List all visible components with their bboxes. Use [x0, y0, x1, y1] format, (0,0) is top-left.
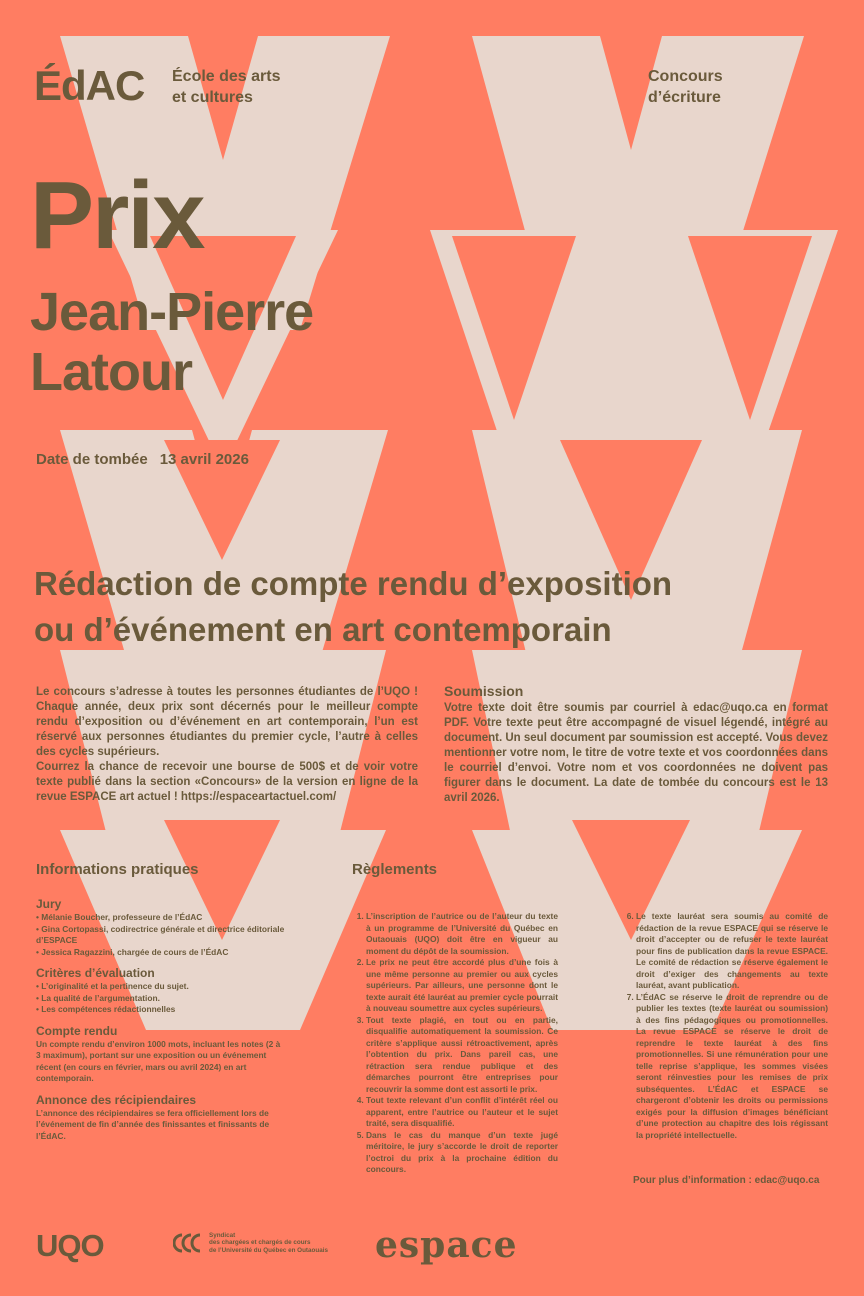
jury-member: • Mélanie Boucher, professeure de l’ÉdAC — [36, 912, 203, 922]
deadline — [36, 451, 249, 468]
edac-logo: ÉdAC — [34, 62, 145, 109]
espace-logo: espace — [375, 1224, 518, 1266]
union-logo-icon — [173, 1231, 205, 1255]
submission-body: Votre texte doit être soumis par courriel à edac@uqo.ca en format PDF. Votre texte peut être accompagné de visuel légendé, intégré au document. Un seul document par soumission est accepté. Vous devez mentionner votre nom, le titre de votre texte et vos coordonnées dans le courriel d’envoi. Votre nom et vos coordonnées ne doivent pas figurer dans le document. La date de tombée du concours est le 13 avril 2026. — [444, 702, 828, 804]
jury-member: • Gina Cortopassi, codirectrice générale et directrice éditoriale d’ESPACE — [36, 923, 285, 945]
headline-line1: Rédaction de compte rendu d’exposition — [34, 565, 673, 602]
winners-block — [36, 1093, 286, 1143]
union-logo — [173, 1231, 328, 1255]
contest-category — [648, 66, 808, 108]
school-name-line1: École des arts — [172, 68, 281, 85]
criterion: • Les compétences rédactionnelles — [36, 1004, 176, 1014]
contest-category-line2: d’écriture — [648, 89, 721, 106]
rule-item: 6. Le texte lauréat sera soumis au comité de rédaction de la revue ESPACE qui se réserve le droit d’accepter ou de refuser le texte lauréat pour fins de publication dans la revue ESPACE. Le comité de rédaction se réserve également le droit d’exiger des changements au texte lauréat, avant publication. — [636, 911, 828, 992]
rules-column-2 — [622, 911, 828, 1141]
rule-item: 4. Tout texte relevant d’un conflit d’intérêt réel ou apparent, entre l’autrice ou l’auteur et le sujet traité, sera disqualifié. — [366, 1095, 558, 1130]
more-info: Pour plus d’information : edac@uqo.ca — [633, 1175, 820, 1186]
union-name — [209, 1232, 328, 1255]
rule-item: 3. Tout texte plagié, en tout ou en partie, disqualifie automatiquement la soumission. Ce critère s’applique aussi rétroactivement, après l’obtention du prix. Dans pareil cas, une rétraction sera rendue publique et des démarches pourront être entreprises pour recouvrir la somme dont est assorti le prix. — [366, 1015, 558, 1096]
report-title: Compte rendu — [36, 1023, 118, 1038]
jury-title: Jury — [36, 897, 62, 911]
report-block — [36, 1024, 286, 1085]
criteria-title: Critères d’évaluation — [36, 966, 155, 980]
prize-title: Prix — [30, 162, 204, 269]
prize-name-line1: Jean-Pierre — [30, 282, 314, 342]
uqo-logo: UQO — [36, 1228, 104, 1263]
submission-title: Soumission — [444, 683, 524, 699]
rule-item: 1. L’inscription de l’autrice ou de l’auteur du texte à un programme de l’Université du Québec en Outaouais (UQO) doit être en vigueur au moment du dépôt de la soumission. — [366, 911, 558, 957]
deadline-label: Date de tombée — [36, 451, 148, 468]
intro-paragraph-2: Courrez la chance de recevoir une bourse de 500$ et de voir votre texte publié dans la section «Concours» de la version en ligne de la revue ESPACE art actuel ! https://espaceartactuel.com/ — [36, 761, 418, 803]
jury-block — [36, 897, 286, 958]
union-name-line2: des chargées et chargés de cours — [209, 1239, 311, 1247]
intro-paragraph-1: Le concours s’adresse à toutes les personnes étudiantes de l’UQO ! Chaque année, deux prix sont décernés pour le meilleur compte rendu d’exposition ou d’événement en art contemporain, l’un est réservé aux personnes étudiantes du premier cycle, l’autre à celles des cycles supérieurs. — [36, 686, 418, 758]
headline-line2: ou d’événement en art contemporain — [34, 611, 612, 648]
prize-name — [30, 282, 530, 402]
rule-item: 7. L’ÉdAC se réserve le droit de reprendre ou de publier les textes (texte lauréat ou soumission) à des fins pédagogiques ou promotionnelles. La revue ESPACE se réserve le droit de reprendre le texte lauréat à des fins promotionnelles. Si une rémunération pour une telle reprise s’applique, les sommes visées seront réinvesties pour les remises de prix subséquentes. L’ÉdAC et ESPACE se chargeront d’obtenir les droits ou permissions exigés pour la diffusion d’images bénéficiant d’une protection au chapitre des lois régissant la propriété intellectuelle. — [636, 992, 828, 1142]
rules-column-1 — [352, 911, 558, 1176]
criterion: • L’originalité et la pertinence du sujet. — [36, 981, 189, 991]
submission-section — [444, 684, 828, 806]
criterion: • La qualité de l’argumentation. — [36, 992, 160, 1003]
school-name-line2: et cultures — [172, 89, 253, 106]
prize-name-line2: Latour — [30, 342, 192, 402]
deadline-date: 13 avril 2026 — [159, 451, 249, 468]
jury-member: • Jessica Ragazzini, chargée de cours de l’ÉdAC — [36, 946, 229, 957]
rule-item: 5. Dans le cas du manque d’un texte jugé méritoire, le jury s’accorde le droit de reporter l’octroi du prix à la prochaine édition du concours. — [366, 1130, 558, 1176]
contest-category-line1: Concours — [648, 68, 723, 85]
info-section — [36, 897, 286, 1150]
union-name-line3: de l’Université du Québec en Outaouais — [209, 1246, 328, 1254]
rules-title: Règlements — [352, 861, 438, 878]
rule-item: 2. Le prix ne peut être accordé plus d’une fois à une même personne au premier ou aux cycles supérieurs. Par ailleurs, une personne dont le texte aurait été lauréat au premier cycle pourrait à nouveau soumettre aux cycles supérieurs. — [366, 957, 558, 1015]
criteria-block — [36, 966, 286, 1016]
union-name-line1: Syndicat — [209, 1231, 236, 1239]
school-name — [172, 66, 332, 108]
info-title: Informations pratiques — [36, 861, 199, 878]
headline — [34, 561, 834, 653]
winners-title: Annonce des récipiendaires — [36, 1092, 197, 1107]
report-body: Un compte rendu d’environ 1000 mots, incluant les notes (2 à 3 maximum), portant sur une exposition ou un événement récent (en cours en février, mars ou avril 2024) en art contemporain. — [36, 1038, 281, 1083]
winners-body: L’annonce des récipiendaires se fera officiellement lors de l’événement de fin d’année des finissantes et finissants de l’ÉdAC. — [36, 1107, 270, 1141]
intro-text — [36, 685, 418, 805]
